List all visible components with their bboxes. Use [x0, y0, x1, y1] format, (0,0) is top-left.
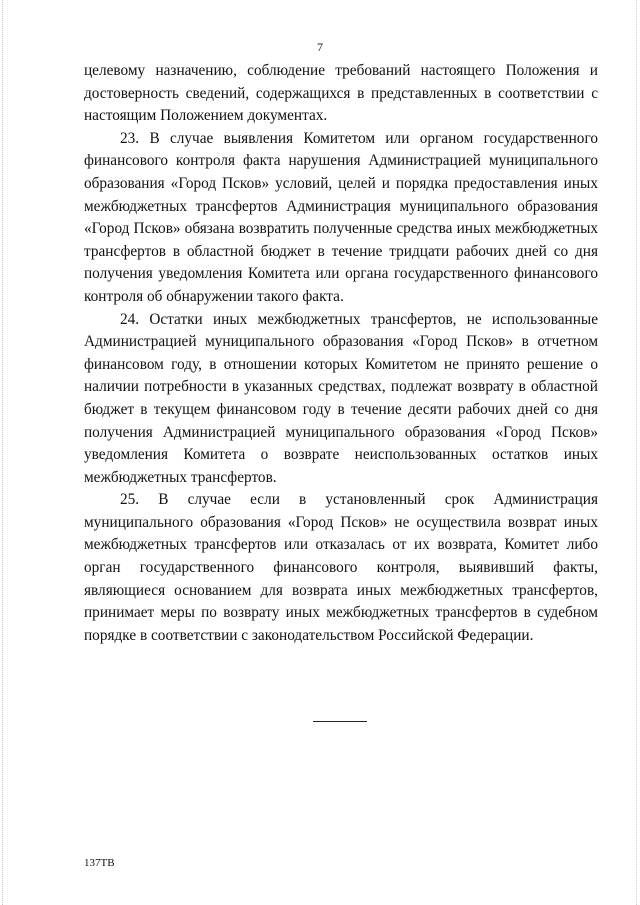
paragraph-item-24: 24. Остатки иных межбюджетных трансфертов, не использованные Администрацией муниципального образования «Город Псков» в отчетном финансовом году, в отношении которых Комитетом не принято решение о наличии потребности в указанных средствах, подлежат возврату в областной бюджет в текущем финансовом году в течение десяти рабочих дней со дня получения Администрацией муниципального образования «Город Псков» уведомления Комитета о возврате неиспользованных остатков иных межбюджетных трансфертов. — [84, 310, 598, 486]
paragraph-continuation: целевому назначению, соблюдение требований настоящего Положения и достоверность сведений, содержащихся в представленных в соответствии с настоящим Положением документах. — [84, 62, 598, 125]
right-scan-edge — [636, 0, 638, 905]
footer-document-code: 137ТВ — [84, 857, 115, 869]
end-of-text-rule — [313, 721, 367, 722]
document-body — [84, 60, 598, 647]
paragraph-item-25: 25. В случае если в установленный срок Администрация муниципального образования «Город Псков» не осуществила возврат иных межбюджетных трансфертов или отказалась от их возврата, Комитет либо орган государственного финансового контроля, выявивший факты, являющиеся основанием для возврата иных межбюджетных трансфертов, принимает меры по возврату иных межбюджетных трансфертов в судебном порядке в соответствии с законодательством Российской Федерации. — [84, 491, 598, 644]
paragraph-item-23: 23. В случае выявления Комитетом или органом государственного финансового контроля факта нарушения Администрацией муниципального образования «Город Псков» условий, целей и порядка предоставления иных межбюджетных трансфертов Администрация муниципального образования «Город Псков» обязана возвратить полученные средства иных межбюджетных трансфертов в областной бюджет в течение тридцати рабочих дней со дня получения уведомления Комитета или органа государственного финансового контроля об обнаружении такого факта. — [84, 129, 598, 305]
left-scan-edge — [2, 0, 4, 905]
page-number: 7 — [317, 40, 323, 54]
